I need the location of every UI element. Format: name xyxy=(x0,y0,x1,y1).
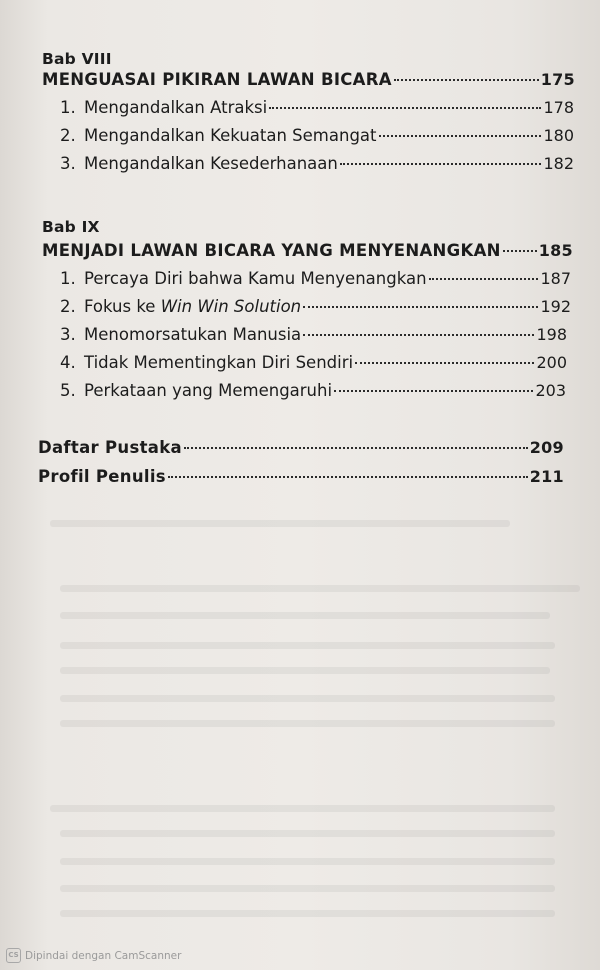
toc-entry-number: 1. xyxy=(60,269,76,288)
toc-back-matter-title: Daftar Pustaka xyxy=(38,438,182,457)
toc-page-number: 211 xyxy=(529,467,564,486)
toc-entry-title-prefix: Fokus ke xyxy=(84,297,161,316)
toc-entry-title xyxy=(84,297,301,316)
dot-leader xyxy=(340,163,542,165)
toc-entry[interactable] xyxy=(60,126,574,150)
toc-page-number: 203 xyxy=(535,381,566,400)
chapter-label-bab-ix: Bab IX xyxy=(42,218,100,236)
toc-entry[interactable] xyxy=(60,154,574,178)
toc-entry-number: 2. xyxy=(60,126,76,145)
dot-leader xyxy=(168,476,528,478)
toc-entry-number: 5. xyxy=(60,381,76,400)
toc-entry[interactable] xyxy=(60,353,567,377)
toc-chapter-title: MENGUASAI PIKIRAN LAWAN BICARA xyxy=(42,70,392,89)
scanner-watermark xyxy=(6,948,181,963)
toc-chapter-bab-viii[interactable] xyxy=(42,70,575,94)
scanner-caption: Dipindai dengan CamScanner xyxy=(25,949,182,962)
toc-entry-title: Percaya Diri bahwa Kamu Menyenangkan xyxy=(84,269,427,288)
toc-entry-title: Mengandalkan Kesederhanaan xyxy=(84,154,338,173)
toc-entry-number: 3. xyxy=(60,325,76,344)
toc-page-number: 187 xyxy=(540,269,571,288)
toc-entry-title: Mengandalkan Atraksi xyxy=(84,98,268,117)
dot-leader xyxy=(429,278,539,280)
toc-back-matter-title: Profil Penulis xyxy=(38,467,166,486)
toc-chapter-title: MENJADI LAWAN BICARA YANG MENYENANGKAN xyxy=(42,241,501,260)
toc-entry-title-italic: Win Win Solution xyxy=(160,297,302,316)
toc-chapter-bab-ix[interactable] xyxy=(42,241,573,265)
toc-page-number: 182 xyxy=(543,154,574,173)
dot-leader xyxy=(184,447,528,449)
toc-entry-number: 2. xyxy=(60,297,76,316)
camscanner-logo-icon: CS xyxy=(6,948,21,963)
dot-leader xyxy=(303,334,534,336)
chapter-label-bab-viii: Bab VIII xyxy=(42,50,112,68)
toc-entry[interactable] xyxy=(60,381,566,405)
toc-page-number: 192 xyxy=(540,297,571,316)
toc-entry-number: 4. xyxy=(60,353,76,372)
toc-entry-title: Menomorsatukan Manusia xyxy=(84,325,302,344)
dot-leader xyxy=(334,390,533,392)
toc-daftar-pustaka[interactable] xyxy=(38,438,564,462)
toc-entry[interactable] xyxy=(60,297,571,321)
toc-page-number: 178 xyxy=(543,98,574,117)
toc-page-number: 200 xyxy=(536,353,567,372)
dot-leader xyxy=(355,362,534,364)
toc-entry-title: Perkataan yang Memengaruhi xyxy=(84,381,333,400)
toc-page-number: 185 xyxy=(538,241,573,260)
toc-entry[interactable] xyxy=(60,98,574,122)
dot-leader xyxy=(503,250,537,252)
dot-leader xyxy=(379,135,542,137)
toc-page-number: 180 xyxy=(543,126,574,145)
toc-entry-number: 3. xyxy=(60,154,76,173)
dot-leader xyxy=(394,79,539,81)
dot-leader xyxy=(303,306,538,308)
dot-leader xyxy=(269,107,541,109)
toc-page-number: 175 xyxy=(540,70,575,89)
toc-entry-title: Tidak Mementingkan Diri Sendiri xyxy=(84,353,354,372)
toc-entry[interactable] xyxy=(60,269,571,293)
toc-page-number: 209 xyxy=(529,438,564,457)
toc-page-number: 198 xyxy=(536,325,567,344)
toc-entry-title: Mengandalkan Kekuatan Semangat xyxy=(84,126,377,145)
toc-entry-number: 1. xyxy=(60,98,76,117)
toc-entry[interactable] xyxy=(60,325,567,349)
toc-profil-penulis[interactable] xyxy=(38,467,564,491)
